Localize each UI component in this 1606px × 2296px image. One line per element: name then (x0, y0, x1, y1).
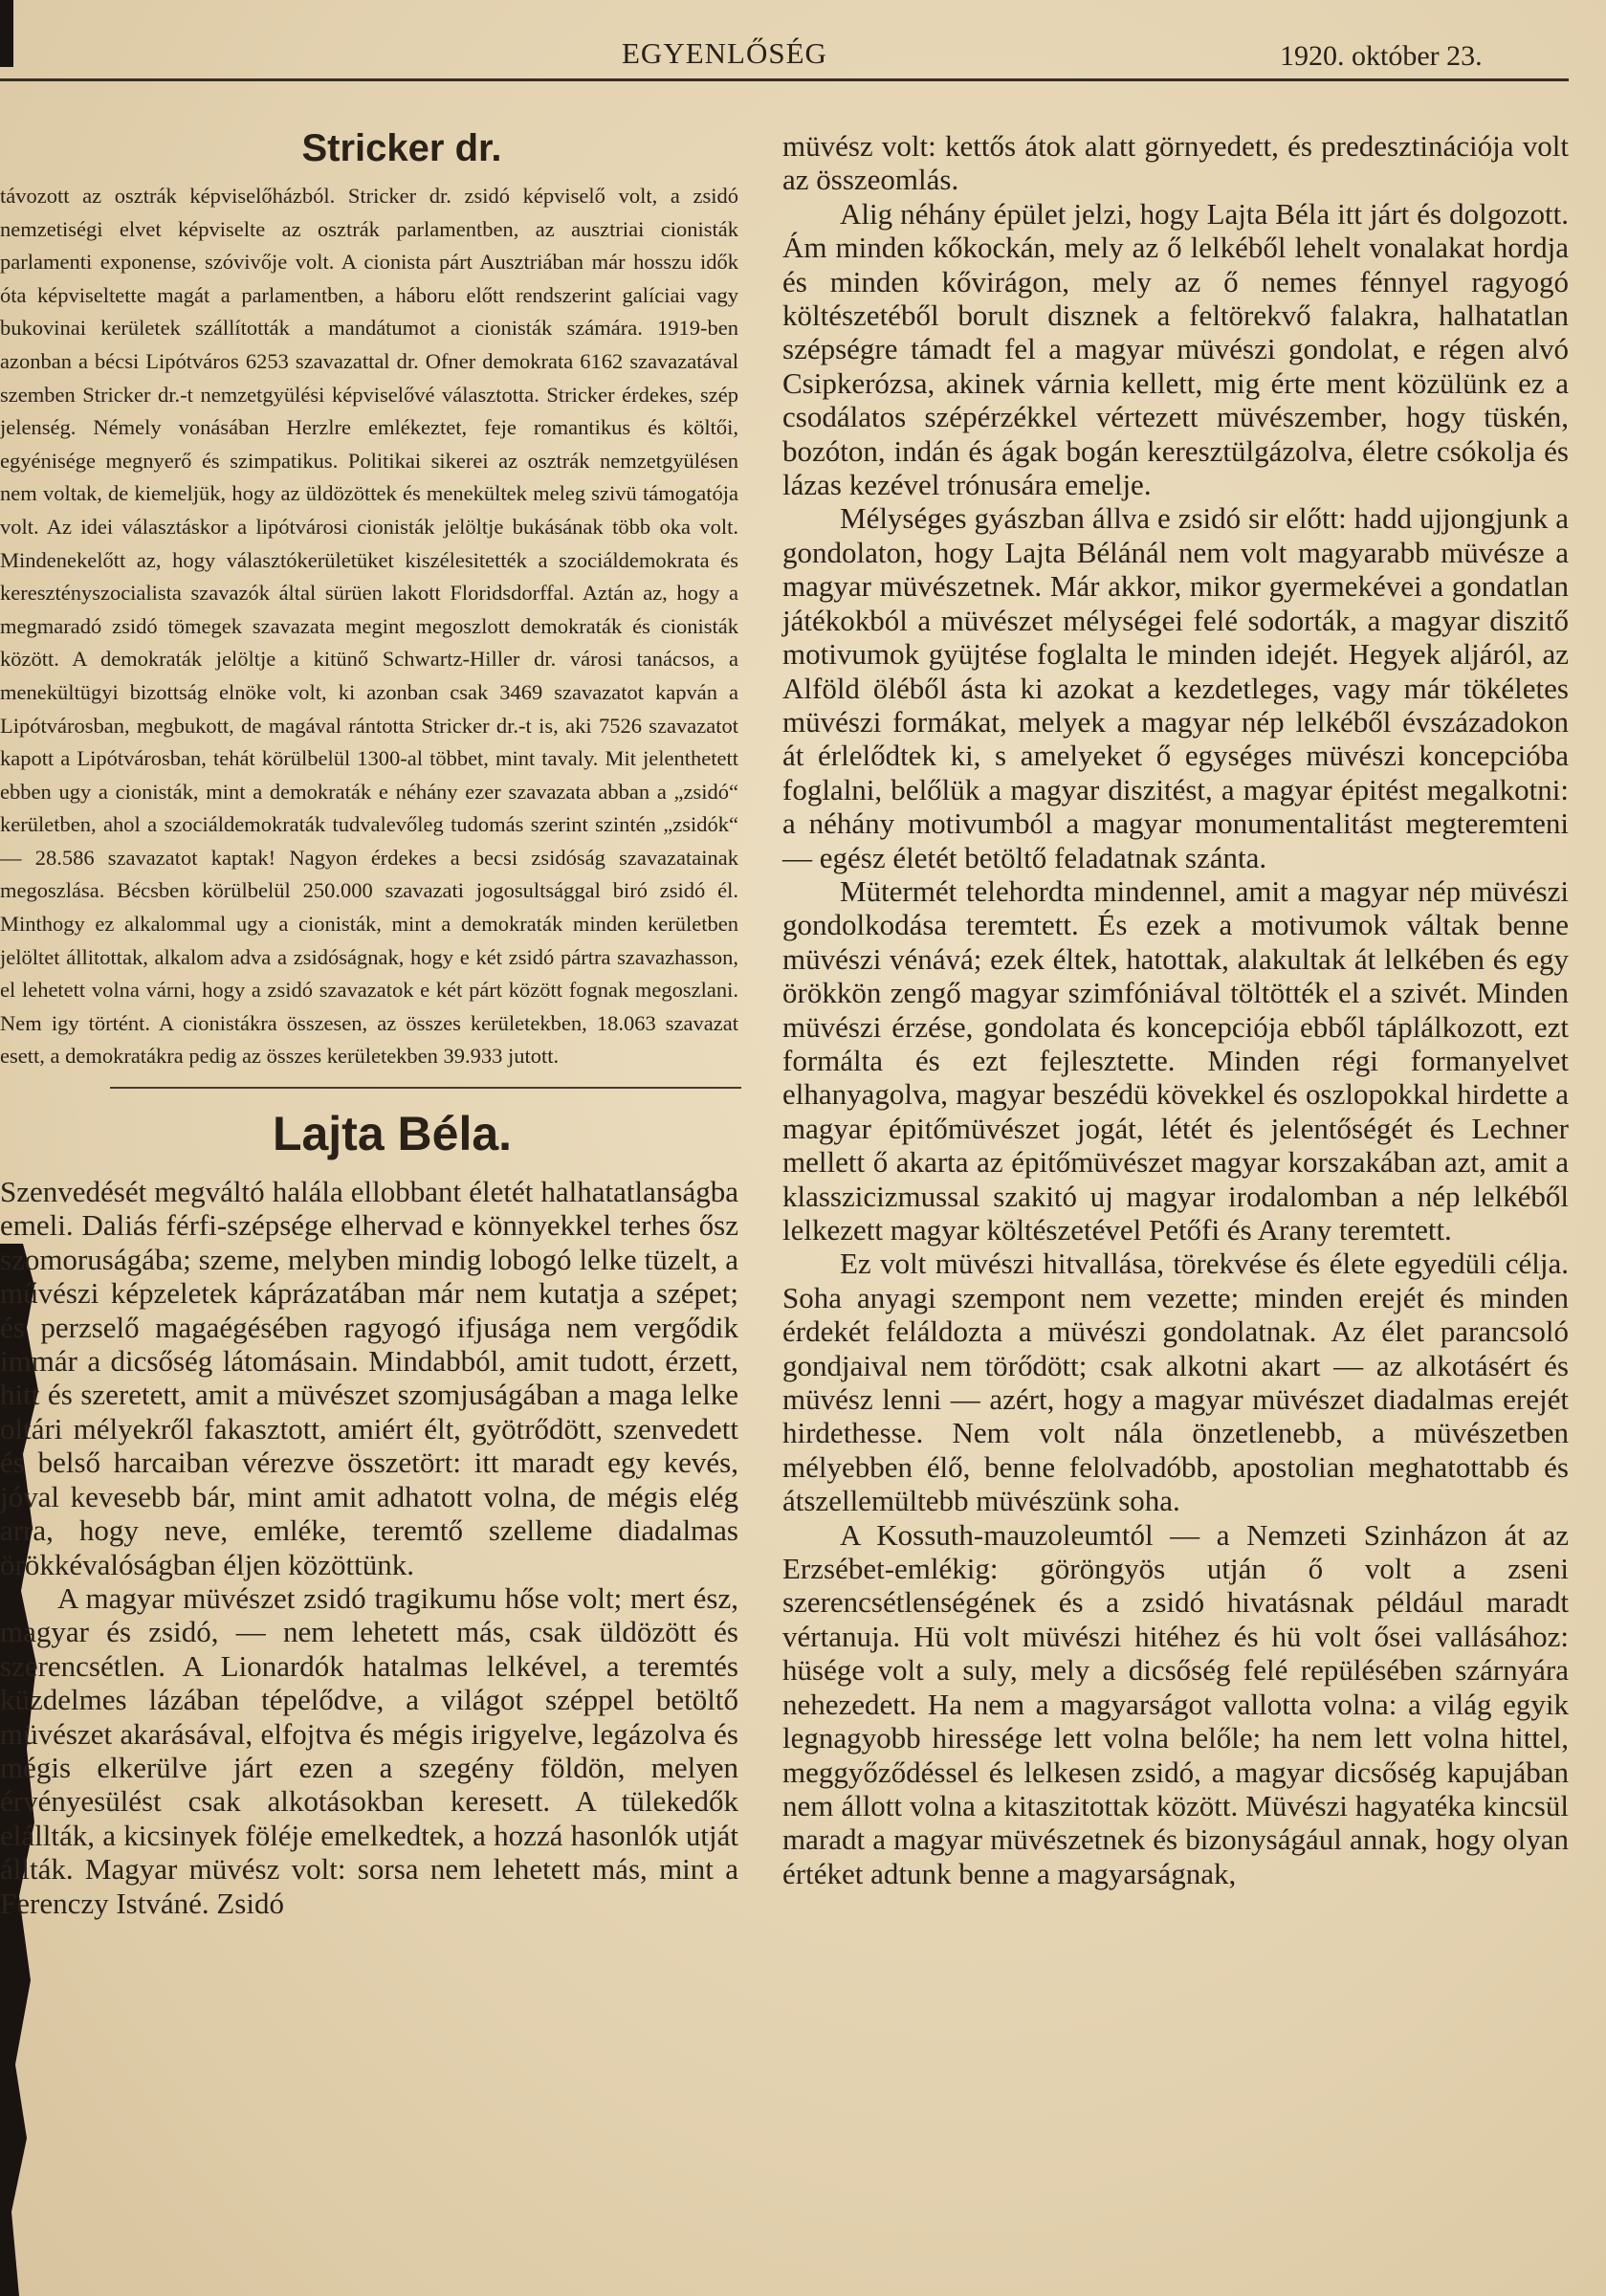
issue-date: 1920. október 23. (1280, 40, 1483, 72)
article-paragraph: Mélységes gyászban állva e zsidó sir előtt: hadd ujjongjunk a gondolaton, hogy Lajta Bélánál nem volt magyarabb müvésze a magyar müvészetnek. Már akkor, mikor gyermekévei a gondatlan játékokból a müvészet mélységei felé sodorták, a magyar diszitő motivumok gyüjtése foglalta le minden idejét. Hegyek aljáról, az Alföld öléből ásta ki azokat a kezdetleges, vagy már tökéletes müvészi formákat, melyek a magyar nép lelkéből évszázadokon át érlelődtek ki, s amelyeket ő egységes müvészi koncepcióba foglalni, belőlük a magyar diszitést, a magyar épitést megalkotni: a néhány motivumból a magyar monumentalitást megteremteni — egész életét betöltő feladatnak szánta. (782, 501, 1569, 874)
header-rule (0, 78, 1569, 81)
article-paragraph: A Kossuth-mauzoleumtól — a Nemzeti Szinházon át az Erzsébet-emlékig: göröngyös utján ő volt a zseni szerencsétlenségének és a zsidó hivatásnak például maradt vértanuja. Hü volt müvészi hitéhez és hü volt ősei vallásához: hüsége volt a suly, mely a dicsőség felé repülésében szárnyára nehezedett. Ha nem a magyarságot vallotta volna: a világ egyik legnagyobb hiressége lett volna belőle; ha nem lett volna hittel, meggyőződéssel és lelkesen zsidó, a magyar dicsőség kapujában nem állott volna a kitaszitottak között. Müvészi hagyatéka kincsül maradt a magyar müvészetnek és bizonyságául annak, hogy olyan értéket adtunk benne a magyarságnak, (782, 1517, 1569, 1890)
article-paragraph: Mütermét telehordta mindennel, amit a magyar nép müvészi gondolkodása teremtett. És ezek a motivumok váltak benne müvészi vénává; ezek éltek, hatottak, alakultak át lelkében és egy örökkön zengő magyar szimfóniával töltötték el a szivét. Minden müvészi érzése, gondolata és koncepciója ebből táplálkozott, ezt formálta és ezt fejlesztette. Minden régi formanyelvet elhanyagolva, magyar beszédü kövekkel és oszlopokkal hirdette a magyar épitőmüvészet jogát, létét és jelentőségét és Lechner mellett ő akarta az épitőmüvészet magyar korszakában azt, amit a klasszicizmussal szakitó uj magyar irodalomban a nép lelkéből lelkezett magyar költészetével Petőfi és Arany teremtett. (782, 873, 1569, 1247)
article-paragraph: Szenvedését megváltó halála ellobbant életét halhatatlanságba emeli. Daliás férfi-szépsége elhervad e könnyekkel terhes ősz szomoruságába; szeme, melyben mindig lobogó lelke tüzelt, a művészi képzeletek káprázatában már nem kutatja a szépet; és perzselő magaégésében ragyogó ifjusága nem vergődik immár a dicsőség látomásain. Mindabból, amit tudott, érzett, hitt és szeretett, amit a müvészet szomjuságában a maga lelke oltári mélyekről fakasztott, amiért élt, gyötrődött, szenvedett és belső harcaiban vérezve összetört: itt maradt egy kevés, jóval kevesebb bár, mint amit adhatott volna, de mégis elég arra, hogy neve, emléke, teremtő szelleme diadalmas örökkévalóságban éljen közöttünk. (0, 1175, 738, 1581)
newspaper-title: EGYENLŐSÉG (622, 36, 827, 70)
article-separator (110, 1087, 741, 1089)
right-column (782, 129, 1576, 1890)
article-body-stricker: távozott az osztrák képviselőházból. Stricker dr. zsidó képviselő volt, a zsidó nemzetiségi elvet képviselte az osztrák parlamentben, az ausztriai cionisták parlamenti exponense, szóvivője volt. A cionista párt Ausztriában már hosszu idők óta képviseltette magát a parlamentben, a háboru előtt rendszerint galíciai vagy bukovinai kerületek szállították a mandátumot a cionisták számára. 1919-ben azonban a bécsi Lipótváros 6253 szavazattal dr. Ofner demokrata 6162 szavazatával szemben Stricker dr.-t nemzetgyülési képviselővé választotta. Stricker érdekes, szép jelenség. Némely vonásában Herzlre emlékeztet, feje romantikus és költői, egyénisége megnyerő és szimpatikus. Politikai sikerei az osztrák nemzetgyülésen nem voltak, de kiemeljük, hogy az üldözöttek és menekültek meleg szivü támogatója volt. Az idei választáskor a lipótvárosi cionisták jelöltje bukásának több oka volt. Mindenekelőtt az, hogy választókerületüket kiszélesitették a szociáldemokrata és keresztényszocialista szavazók által sürüen lakott Floridsdorffal. Aztán az, hogy a megmaradó zsidó tömegek szavazata megint megoszlott demokraták és cionisták között. A demokraták jelöltje a kitünő Schwartz-Hiller dr. városi tanácsos, a menekültügyi bizottság elnöke volt, ki azonban csak 3469 szavazatot kapván a Lipótvárosban, megbukott, de magával rántotta Stricker dr.-t is, aki 7526 szavazatot kapott a Lipótvárosban, tehát körülbelül 1300-al többet, mint tavaly. Mit jelenthetett ebben ugy a cionisták, mint a demokraták e néhány ezer szavazata abban a „zsidó“ kerületben, ahol a szociáldemokraták tudvalevőleg tudomás szerint szintén „zsidók“ — 28.586 szavazatot kaptak! Nagyon érdekes a becsi zsidóság szavazatainak megoszlása. Bécsben körülbelül 250.000 szavazati jogosultsággal biró zsidó él. Minthogy ez alkalommal ugy a cionisták, mint a demokraták minden kerületben jelöltet állitottak, alkalom adva a zsidóságnak, hogy e két zsidó pártra szavazhasson, el lehetett volna várni, hogy a zsidó szavazatok e két párt között fognak megoszlani. Nem igy történt. A cionistákra összesen, az összes kerületekben, 18.063 szavazat esett, a demokratákra pedig az összes kerületekben 39.933 jutott. (0, 184, 738, 1069)
page-header (0, 29, 1606, 81)
left-column (0, 120, 746, 1920)
article-title-lajta: Lajta Béla. (272, 1107, 513, 1161)
article-paragraph: Alig néhány épület jelzi, hogy Lajta Béla itt járt és dolgozott. Ám minden kőkockán, mely az ő lelkéből lehelt vonalakat hordja és minden kővirágon, mely az ő nemes fénnyel ragyogó költészetéből borult disznek a feltörekvő falakra, halhatatlan szépségre támadt fel a magyar müvészi gondolat, e régen alvó Csipkerózsa, akinek várnia kellett, mig érte ment közülünk ez a csodálatos szépérzékkel vértezett müvészember, hogy tüskén, bozóton, indán és ágak bogán keresztülgázolva, életre csókolja és lázas kezével trónusára emelje. (782, 196, 1569, 502)
article-title-stricker: Stricker dr. (301, 127, 502, 169)
article-paragraph: A magyar müvészet zsidó tragikumu hőse volt; mert ész, magyar és zsidó, — nem lehetett más, csak üldözött és szerencsétlen. A Lionardók hatalmas lelkével, a teremtés küzdelmes lázában tépelődve, a világot széppel betöltő müvészet akarásával, elfojtva és mégis irigyelve, legázolva és mégis elkerülve járt ezen a szegény földön, melyen érvényesülést csak alkotásokban keresett. A tülekedők elállták, a kicsinyek föléje emelkedtek, a hozzá hasonlók utját állták. Magyar müvész volt: sorsa nem lehetett más, mint a Ferenczy Istváné. Zsidó (0, 1580, 738, 1920)
article-paragraph: Ez volt müvészi hitvallása, törekvése és élete egyedüli célja. Soha anyagi szempont nem vezette; minden erejét és minden érdekét feláldozta a müvészi gondolatnak. Az élet parancsoló gondjaival nem törődött; csak alkotni akart — az alkotásért és müvész lenni — azért, hogy a magyar müvészet diadalmas erejét hirdethesse. Nem volt nála önzetlenebb, a müvészetben mélyebben élő, benne felolvadóbb, apostolian meghatottabb és átszellemültebb müvészünk soha. (782, 1247, 1569, 1518)
article-paragraph: müvész volt: kettős átok alatt görnyedett, és predesztinációja volt az összeomlás. (782, 129, 1569, 197)
